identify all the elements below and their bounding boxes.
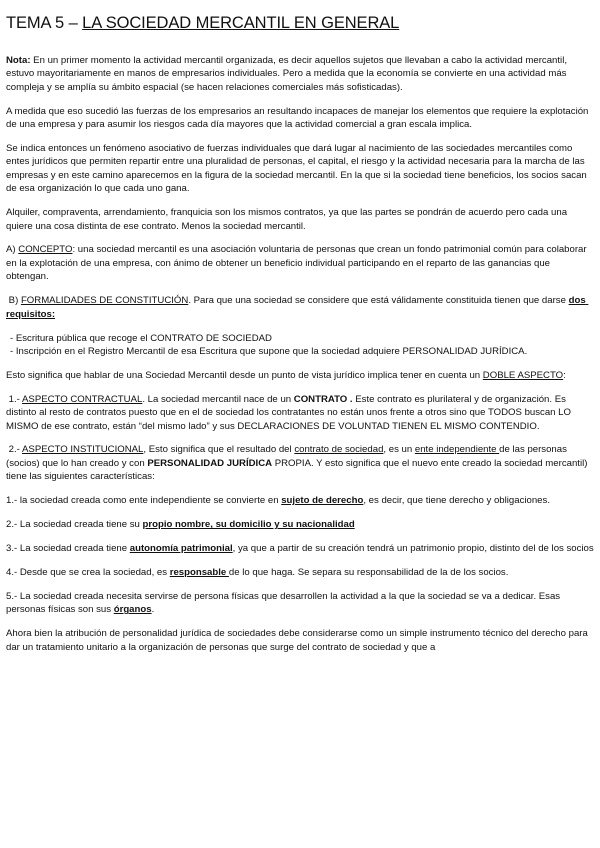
requisito-item: - Escritura pública que recoge el CONTRATO DE SOCIEDAD	[10, 332, 272, 344]
concepto-text: : una sociedad mercantil es una asociación voluntaria de personas que crean un fondo patrimonial común para colaborar en la explotación de una empresa, con ánimo de obtener un beneficio individual participando en el reparto de las ganancias que obtengan.	[6, 244, 587, 283]
institucional-text3: de las personas (socios) que lo han creado y con	[6, 444, 570, 469]
contractual-text1: . La sociedad mercantil nace de un	[142, 393, 294, 405]
car4-text1: 4.- Desde que se crea la sociedad, es	[6, 566, 170, 578]
caracteristica-2	[6, 518, 594, 531]
requisito-item: - Inscripción en el Registro Mercantil de esa Escritura que supone que la sociedad adquiere PERSONALIDAD JURÍDICA.	[10, 345, 528, 357]
final-paragraph: Ahora bien la atribución de personalidad jurídica de sociedades debe considerarse como un simple instrumento técnico del derecho para dar un tratamiento unitario a la organización de personas que surge del contrato de sociedad y que a	[6, 628, 588, 653]
car2-bold: propio nombre, su domicilio y su nacionalidad	[142, 519, 355, 531]
car1-bold: sujeto de derecho	[281, 495, 364, 507]
paragraph-2: Se indica entonces un fenómeno asociativo de fuerzas individuales que dará lugar al nacimiento de las sociedades mercantiles como entes jurídicos que permiten repartir entre una pluralidad de personas, el capital, el riesgo y la actividad necesaria para la marcha de las empresas y en este camino aparecemos en la figura de la sociedad mercantil. En la que si la sociedad tiene beneficios, los socios sacan de esa organización lo que cada uno gana.	[6, 143, 587, 195]
car5-text1: 5.- La sociedad creada necesita servirse de persona físicas que desarrollen la actividad a la que la sociedad se va a dedicar. Esas personas físicas son sus	[6, 590, 561, 616]
car3-bold: autonomía patrimonial	[129, 542, 233, 554]
concepto-label: CONCEPTO	[18, 244, 73, 256]
institucional-bold: PERSONALIDAD JURÍDICA	[147, 457, 273, 469]
concepto-paragraph	[6, 243, 594, 283]
institucional-u2: ente independiente	[414, 444, 500, 456]
car5-text2: .	[151, 604, 155, 616]
institucional-prefix: 2.-	[6, 444, 23, 456]
page-title	[6, 12, 594, 34]
car3-text2: , ya que a partir de su creación tendrá un patrimonio propio, distinto del de los socios	[232, 542, 594, 554]
nota-label: Nota:	[6, 55, 31, 66]
car1-text2: , es decir, que tiene derecho y obligaciones.	[363, 495, 550, 507]
contractual-bold: CONTRATO .	[293, 393, 353, 405]
doble-suffix: :	[563, 369, 566, 381]
doble-text: Esto significa que hablar de una Sociedad Mercantil desde un punto de vista jurídico implica tener en cuenta un	[6, 369, 483, 381]
institucional-label: ASPECTO INSTITUCIONAL	[22, 444, 144, 456]
doble-underlined: DOBLE ASPECTO	[482, 369, 564, 381]
car4-bold: responsable	[169, 566, 229, 578]
doble-aspecto-paragraph	[6, 369, 594, 382]
paragraph-1: A medida que eso sucedió las fuerzas de los empresarios an resultando incapaces de manejar los elementos que requiere la explotación de una empresa y para asumir los riesgos cada día mayores que la actividad comercial a gran escala implica.	[6, 105, 589, 131]
contractual-label: ASPECTO CONTRACTUAL	[22, 393, 143, 405]
aspecto-contractual-paragraph	[6, 393, 594, 433]
nota-paragraph	[6, 54, 594, 94]
concepto-prefix: A)	[6, 244, 19, 256]
institucional-text2: , es un	[383, 444, 415, 456]
title-prefix: TEMA 5 –	[6, 14, 83, 32]
car1-text1: 1.- la sociedad creada como ente independiente se convierte en	[6, 495, 282, 507]
title-underlined: LA SOCIEDAD MERCANTIL EN GENERAL	[82, 14, 400, 32]
car4-text2: de lo que haga. Se separa su responsabilidad de la de los socios.	[228, 566, 509, 578]
formalidades-bold: dos requisitos:	[6, 295, 589, 320]
formalidades-text: . Para que una sociedad se considere que está válidamente constituida tienen que darse	[188, 295, 569, 307]
contractual-text2: Este contrato es plurilateral y de organización. Es distinto al resto de contratos puesto que en el de sociedad los contratantes no están unos frente a otros sino que TODOS buscan LO MISMO de ese contrato, están “del mismo lado” y sus DECLARACIONES DE VOLUNTAD TIENEN EL MISMO CONTENDIO.	[6, 393, 574, 432]
caracteristica-3	[6, 542, 594, 555]
formalidades-prefix: B)	[6, 295, 21, 307]
institucional-text1: , Esto significa que el resultado del	[143, 444, 295, 456]
car5-bold: órganos	[113, 604, 152, 616]
nota-text: En un primer momento la actividad mercantil organizada, es decir aquellos sujetos que llevaban a cabo la actividad mercantil, estuvo mayoritariamente en manos de empresarios individuales. Pero a medida que la economía se convierte en una actividad más compleja y se amplía su ámbito espacial (se hacen relaciones comerciales más sofisticadas).	[6, 55, 567, 93]
institucional-u1: contrato de sociedad	[294, 444, 384, 456]
caracteristica-1	[6, 494, 594, 507]
paragraph-3: Alquiler, compraventa, arrendamiento, franquicia son los mismos contratos, ya que las partes se pondrán de acuerdo pero cada una quiere una cosa distinta de ese contrato. Menos la sociedad mercantil.	[6, 207, 568, 232]
aspecto-institucional-paragraph	[6, 443, 594, 483]
caracteristica-5	[6, 590, 594, 617]
contractual-prefix: 1.-	[6, 393, 23, 405]
car3-text1: 3.- La sociedad creada tiene	[6, 542, 130, 554]
formalidades-paragraph	[6, 294, 594, 321]
formalidades-label: FORMALIDADES DE CONSTITUCIÓN	[20, 295, 189, 307]
institucional-text4: PROPIA. Y esto significa que el nuevo ente creado la sociedad mercantil) tiene las siguientes características:	[6, 457, 591, 483]
car2-text1: 2.- La sociedad creada tiene su	[6, 519, 143, 531]
caracteristica-4	[6, 566, 594, 579]
requisitos-list	[6, 332, 594, 359]
